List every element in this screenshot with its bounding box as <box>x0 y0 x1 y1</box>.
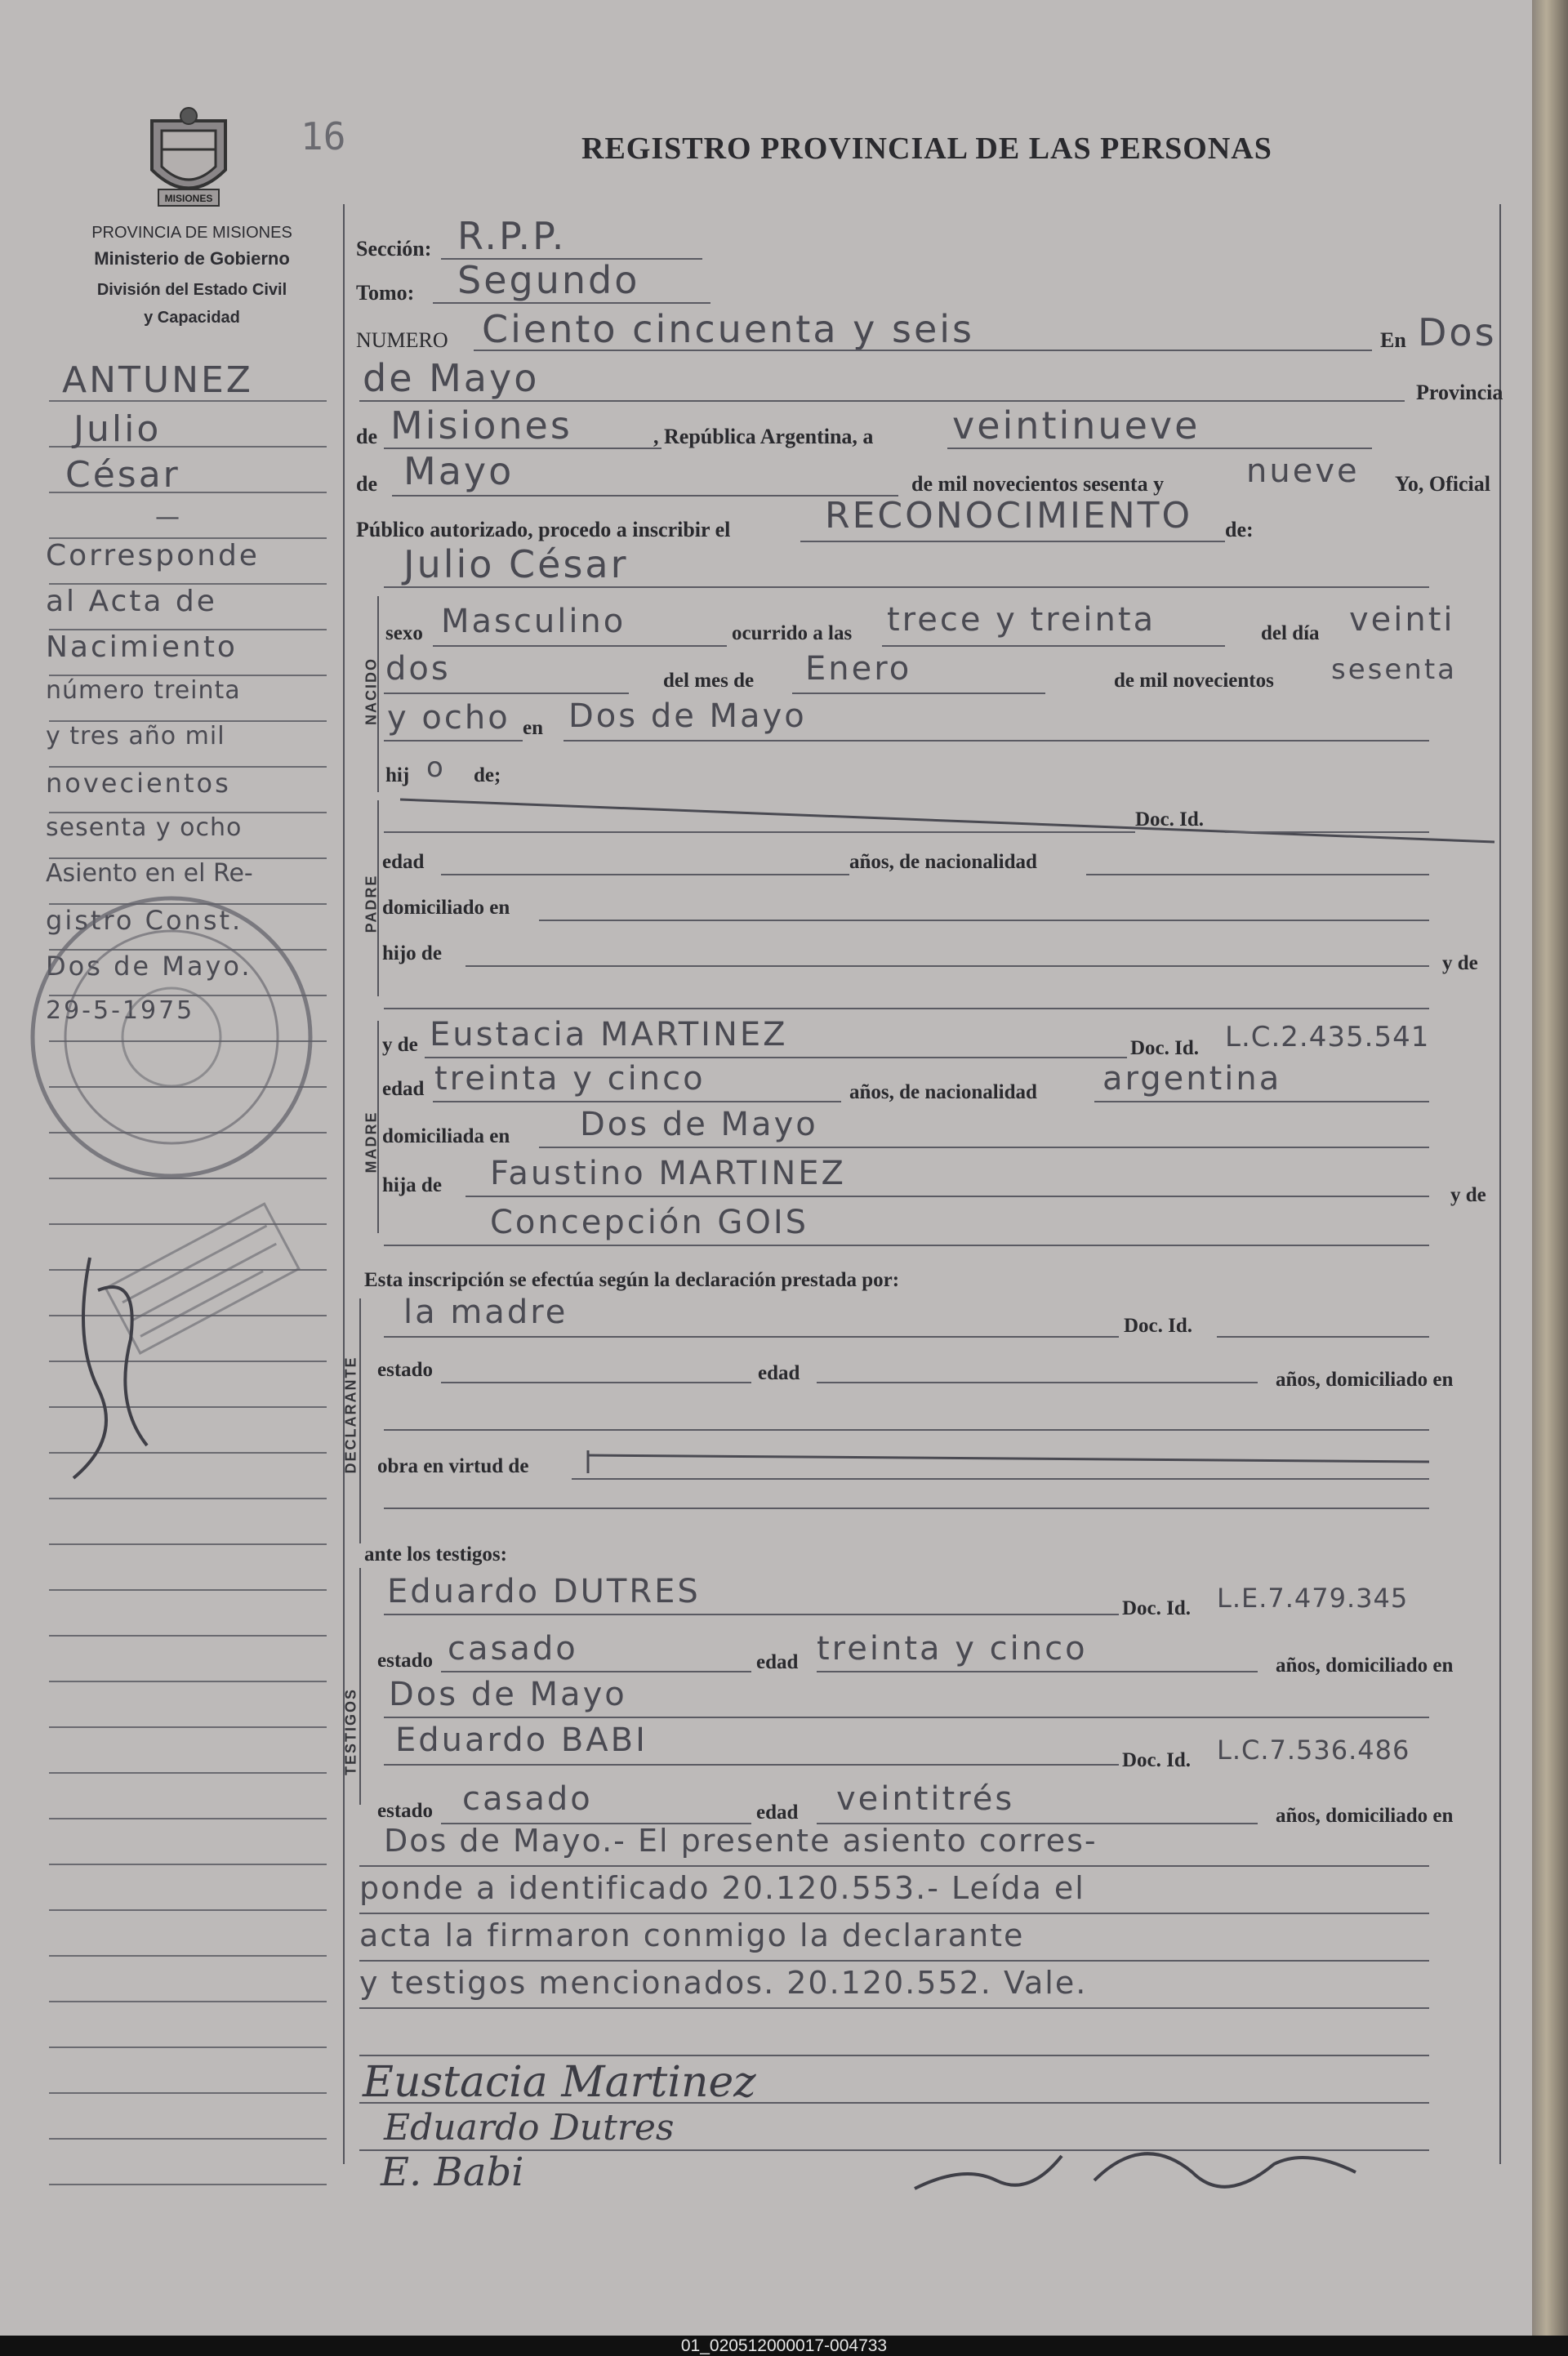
margin-rule-line <box>49 1498 327 1499</box>
provincia-value[interactable]: Misiones <box>390 403 572 448</box>
t1-estado-label: estado <box>377 1650 434 1672</box>
margin-rule-line <box>49 1864 327 1865</box>
margin-note-line: Corresponde <box>46 539 260 572</box>
t1-doc-label: Doc. Id. <box>1122 1597 1192 1619</box>
madre-padre-value[interactable]: Faustino MARTINEZ <box>490 1155 846 1192</box>
seccion-value[interactable]: R.P.P. <box>457 214 567 258</box>
margin-rule-line <box>49 1955 327 1957</box>
nacido-side-label: NACIDO <box>363 657 380 725</box>
declarante-doc-label: Doc. Id. <box>1124 1315 1193 1337</box>
t2-nombre-value[interactable]: Eduardo BABI <box>395 1721 648 1759</box>
margin-surname: ANTUNEZ <box>62 359 253 401</box>
anio-value-1[interactable]: sesenta <box>1331 653 1457 686</box>
margin-rule-line <box>49 2184 327 2185</box>
signature-testigo-1: Eduardo Dutres <box>384 2107 675 2149</box>
mil-label-nac: de mil novecientos <box>1114 670 1274 692</box>
tomo-label: Tomo: <box>356 281 415 305</box>
margin-rule-line <box>49 2001 327 2002</box>
t2-estado-value[interactable]: casado <box>462 1780 593 1818</box>
numero-value[interactable]: Ciento cincuenta y seis <box>482 307 974 351</box>
margin-dash: — <box>155 503 182 532</box>
scan-caption: 01_020512000017-004733 <box>0 2336 1568 2356</box>
official-stamp <box>16 882 327 1192</box>
de-label: de <box>356 425 377 448</box>
province-emblem <box>144 105 234 209</box>
madre-y-de-label: y de <box>382 1034 418 1056</box>
en-value-1[interactable]: Dos <box>1418 310 1497 354</box>
madre-nacionalidad-value[interactable]: argentina <box>1102 1060 1282 1098</box>
hijo-label: hij <box>385 764 410 786</box>
madre-doc-value[interactable]: L.C.2.435.541 <box>1225 1021 1430 1053</box>
madre-domicilio-value[interactable]: Dos de Mayo <box>580 1106 818 1143</box>
ocurrido-label: ocurrido a las <box>732 622 853 644</box>
madre-nombre-value[interactable]: Eustacia MARTINEZ <box>430 1016 788 1053</box>
en-label: En <box>1380 328 1406 352</box>
de-label-2: de <box>356 472 377 496</box>
madre-nacionalidad-label: años, de nacionalidad <box>849 1081 1037 1103</box>
signature-official <box>898 2115 1388 2221</box>
oficial-label: Yo, Oficial <box>1395 472 1490 496</box>
margin-note-line: 29-5-1975 <box>46 996 195 1025</box>
closing-line: Dos de Mayo.- El presente asiento corres- <box>384 1823 1098 1859</box>
page-title: REGISTRO PROVINCIAL DE LAS PERSONAS <box>581 131 1272 166</box>
form-left-border <box>343 204 345 2164</box>
closing-line: ponde a identificado 20.120.553.- Leída el <box>359 1870 1085 1906</box>
de-colon-label: de: <box>1225 518 1254 541</box>
book-edge <box>1532 0 1568 2336</box>
en-value-2[interactable]: de Mayo <box>363 356 540 400</box>
declarante-edad-label: edad <box>758 1362 800 1384</box>
republica-label: , República Argentina, a <box>653 425 874 448</box>
padre-edad-label: edad <box>382 851 425 873</box>
seccion-label: Sección: <box>356 237 432 261</box>
t2-doc-value[interactable]: L.C.7.536.486 <box>1217 1735 1410 1766</box>
t1-domiciliado-label: años, domiciliado en <box>1276 1655 1454 1677</box>
madre-y-de-label-2: y de <box>1450 1184 1486 1206</box>
tomo-value[interactable]: Segundo <box>457 258 640 302</box>
declarante-side-label: DECLARANTE <box>342 1356 359 1474</box>
padre-side-label: PADRE <box>363 874 380 933</box>
t2-edad-label: edad <box>756 1802 799 1824</box>
mes-value[interactable]: Mayo <box>403 449 514 493</box>
margin-rule-line <box>49 1772 327 1774</box>
closing-line: acta la firmaron conmigo la declarante <box>359 1917 1025 1953</box>
sexo-label: sexo <box>385 622 423 644</box>
margin-note-line: gistro Const. <box>46 905 243 936</box>
margin-signature <box>41 1241 188 1486</box>
madre-domiciliada-label: domiciliada en <box>382 1125 510 1147</box>
t2-estado-label: estado <box>377 1800 434 1822</box>
t1-estado-value[interactable]: casado <box>448 1630 578 1668</box>
dia-value-1[interactable]: veinti <box>1349 601 1455 639</box>
dia-value[interactable]: veintinueve <box>952 403 1200 448</box>
dia-value-2[interactable]: dos <box>385 650 451 688</box>
margin-note-line: Dos de Mayo. <box>46 951 252 982</box>
madre-edad-label: edad <box>382 1078 425 1100</box>
division-line-2: y Capacidad <box>144 309 240 327</box>
en-label-nac: en <box>523 717 543 739</box>
t1-nombre-value[interactable]: Eduardo DUTRES <box>387 1573 701 1610</box>
margin-note-line: Asiento en el Re- <box>46 859 253 888</box>
margin-name-2: César <box>65 454 180 496</box>
anio-value-2[interactable]: y ocho <box>387 699 510 737</box>
margin-rule-line <box>49 1818 327 1819</box>
lugar-value[interactable]: Dos de Mayo <box>568 697 807 735</box>
margin-rule-line <box>49 1726 327 1728</box>
madre-madre-value[interactable]: Concepción GOIS <box>490 1204 809 1241</box>
declarante-estado-label: estado <box>377 1359 434 1381</box>
acto-value[interactable]: RECONOCIMIENTO <box>825 495 1193 537</box>
t2-edad-value[interactable]: veintitrés <box>836 1780 1015 1818</box>
t1-edad-label: edad <box>756 1651 799 1673</box>
t2-domiciliado-label: años, domiciliado en <box>1276 1805 1454 1827</box>
testigos-side-label: TESTIGOS <box>342 1688 359 1776</box>
mil-label: de mil novecientos sesenta y <box>911 472 1165 496</box>
del-mes-label: del mes de <box>663 670 755 692</box>
testigos-ante-label: ante los testigos: <box>364 1543 507 1565</box>
padre-domiciliado-label: domiciliado en <box>382 897 510 919</box>
publico-label: Público autorizado, procedo a inscribir el <box>356 518 731 541</box>
t1-domicilio-value[interactable]: Dos de Mayo <box>389 1676 627 1713</box>
hora-value[interactable]: trece y treinta <box>887 601 1156 639</box>
margin-rule-line <box>49 1681 327 1682</box>
province-name: PROVINCIA DE MISIONES <box>91 224 292 242</box>
signature-madre: Eustacia Martinez <box>363 2058 756 2107</box>
madre-doc-label: Doc. Id. <box>1130 1037 1200 1059</box>
padre-nacionalidad-label: años, de nacionalidad <box>849 851 1037 873</box>
declarante-obra-label: obra en virtud de <box>377 1455 529 1477</box>
provincia-label: Provincia <box>1416 381 1503 404</box>
mes-value-nac[interactable]: Enero <box>805 650 912 688</box>
margin-rule-line <box>49 2092 327 2094</box>
page-number: 16 <box>301 114 346 158</box>
declarante-intro-label: Esta inscripción se efectúa según la declaración prestada por: <box>364 1269 900 1291</box>
margin-note-line: al Acta de <box>46 585 217 618</box>
margin-note-line: Nacimiento <box>46 630 238 664</box>
padre-cancel-line <box>384 796 1511 845</box>
ministry-name: Ministerio de Gobierno <box>94 248 290 269</box>
margin-rule-line <box>49 2138 327 2140</box>
margin-note-line: y tres año mil <box>46 722 225 750</box>
t1-doc-value[interactable]: L.E.7.479.345 <box>1217 1583 1409 1614</box>
padre-doc-label: Doc. Id. <box>1135 808 1205 831</box>
del-dia-label: del día <box>1261 622 1320 644</box>
t2-doc-label: Doc. Id. <box>1122 1749 1192 1771</box>
madre-edad-value[interactable]: treinta y cinco <box>434 1060 706 1098</box>
division-line-1: División del Estado Civil <box>96 281 287 299</box>
margin-note-line: novecientos <box>46 768 231 799</box>
margin-name-1: Julio <box>74 408 162 450</box>
margin-note-line: número treinta <box>46 676 241 705</box>
padre-y-de-label: y de <box>1442 952 1478 974</box>
margin-rule-line <box>49 2046 327 2048</box>
declarante-nombre-value[interactable]: la madre <box>403 1294 568 1331</box>
hijo-suffix[interactable]: o <box>426 751 446 784</box>
madre-side-label: MADRE <box>363 1111 380 1174</box>
form-right-border <box>1499 204 1501 2164</box>
numero-label: NUMERO <box>356 328 448 352</box>
declarante-domiciliado-label: años, domiciliado en <box>1276 1369 1454 1391</box>
signature-testigo-2: E. Babi <box>381 2149 524 2195</box>
margin-rule-line <box>49 1589 327 1591</box>
emblem-text: MISIONES <box>164 193 213 204</box>
declarante-cancel-line <box>572 1445 1437 1478</box>
closing-line: y testigos mencionados. 20.120.552. Vale. <box>359 1965 1088 2001</box>
t1-edad-value[interactable]: treinta y cinco <box>817 1630 1088 1668</box>
anio-value[interactable]: nueve <box>1246 452 1360 490</box>
margin-rule-line <box>49 1635 327 1637</box>
margin-rule-line <box>49 1543 327 1545</box>
de-semicolon-label: de; <box>474 764 501 786</box>
margin-note-line: sesenta y ocho <box>46 813 243 842</box>
padre-hijo-label: hijo de <box>382 942 442 964</box>
madre-hija-label: hija de <box>382 1174 442 1196</box>
margin-rule-line <box>49 1909 327 1911</box>
sexo-value[interactable]: Masculino <box>441 603 626 640</box>
nombre-value[interactable]: Julio César <box>403 542 629 586</box>
